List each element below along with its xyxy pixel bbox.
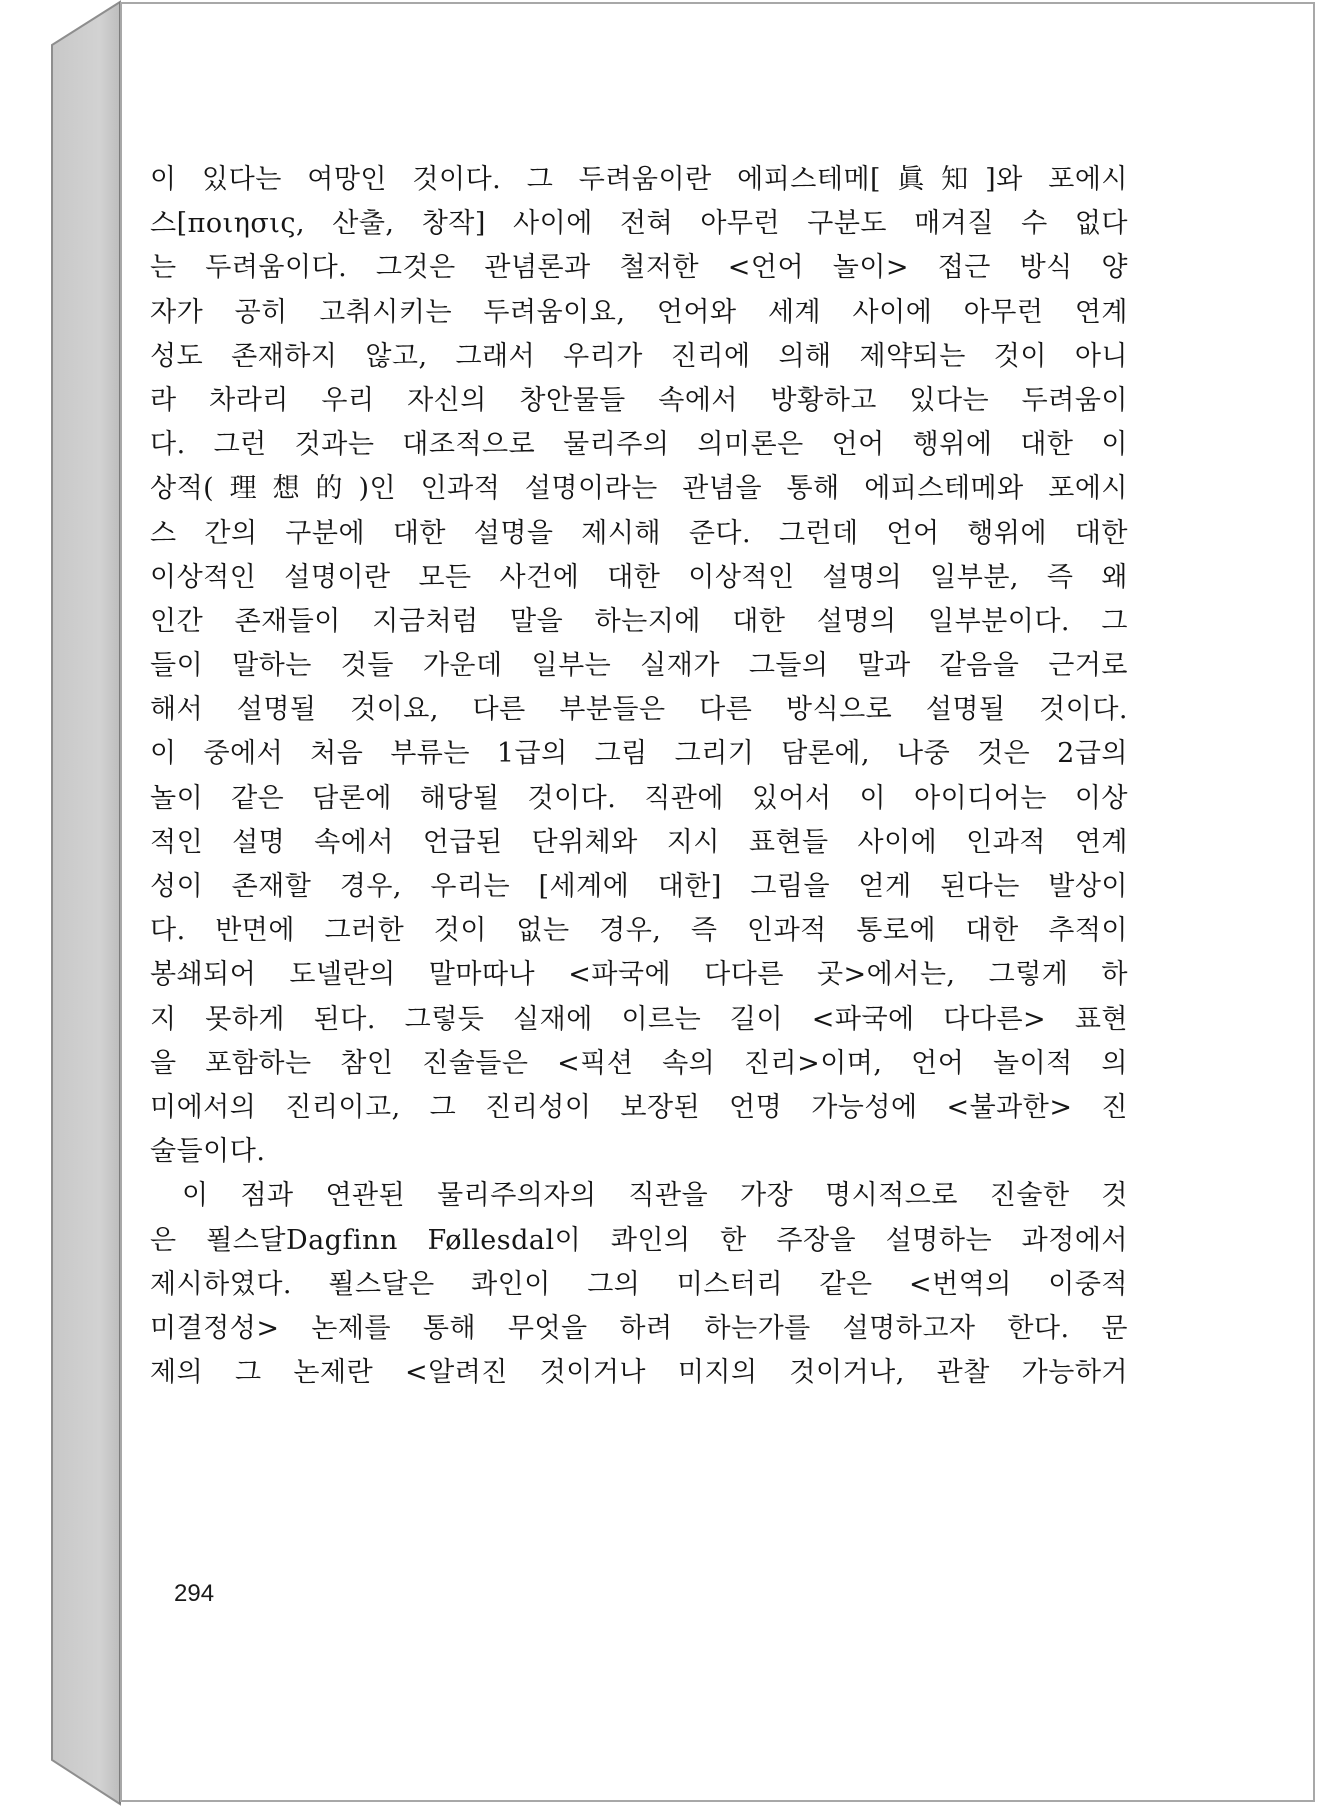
- text-line: 미에서의 진리이고, 그 진리성이 보장된 언명 가능성에 <불과한> 진: [150, 1091, 1128, 1123]
- text-line: 인간 존재들이 지금처럼 말을 하는지에 대한 설명의 일부분이다. 그: [150, 605, 1128, 637]
- text-line: 이 있다는 여망인 것이다. 그 두려움이란 에피스테메[眞知]와 포에시: [150, 164, 1128, 195]
- text-line: 성이 존재할 경우, 우리는 [세계에 대한] 그림을 얻게 된다는 발상이: [150, 871, 1128, 902]
- text-line: 이상적인 설명이란 모든 사건에 대한 이상적인 설명의 일부분, 즉 왜: [150, 561, 1128, 593]
- text-line: 술들이다.: [150, 1136, 266, 1168]
- text-line: 스 간의 구분에 대한 설명을 제시해 준다. 그런데 언어 행위에 대한: [150, 517, 1128, 549]
- text-line: 다. 반면에 그러한 것이 없는 경우, 즉 인과적 통로에 대한 추적이: [150, 915, 1128, 947]
- text-line: 을 포함하는 참인 진술들은 <픽션 속의 진리>이며, 언어 놀이적 의: [150, 1047, 1128, 1079]
- text-line: 지 못하게 된다. 그렇듯 실재에 이르는 길이 <파국에 다다른> 표현: [150, 1003, 1128, 1035]
- text-line: 봉쇄되어 도넬란의 말마따나 <파국에 다다른 곳>에서는, 그렇게 하: [150, 959, 1128, 991]
- text-line: 해서 설명될 것이요, 다른 부분들은 다른 방식으로 설명될 것이다.: [150, 694, 1128, 726]
- text-line: 다. 그런 것과는 대조적으로 물리주의 의미론은 언어 행위에 대한 이: [150, 429, 1128, 461]
- text-line: 은 푈스달Dagfinn Føllesdal이 콰인의 한 주장을 설명하는 과정에서: [150, 1224, 1128, 1256]
- text-line: 는 두려움이다. 그것은 관념론과 철저한 <언어 놀이> 접근 방식 양: [150, 252, 1128, 284]
- text-line: 상적(理想的)인 인과적 설명이라는 관념을 통해 에피스테메와 포에시: [150, 473, 1128, 505]
- text-line: 이 점과 연관된 물리주의자의 직관을 가장 명시적으로 진술한 것: [182, 1180, 1128, 1212]
- text-line: 제의 그 논제란 <알려진 것이거나 미지의 것이거나, 관찰 가능하거: [150, 1357, 1128, 1389]
- text-line: 자가 공히 고취시키는 두려움이요, 언어와 세계 사이에 아무런 연계: [150, 296, 1128, 328]
- text-line: 놀이 같은 담론에 해당될 것이다. 직관에 있어서 이 아이디어는 이상: [150, 782, 1128, 814]
- text-line: 성도 존재하지 않고, 그래서 우리가 진리에 의해 제약되는 것이 아니: [150, 340, 1128, 372]
- text-line: 라 차라리 우리 자신의 창안물들 속에서 방황하고 있다는 두려움이: [150, 384, 1128, 416]
- body-text: [150, 158, 1128, 1395]
- text-line: 이 중에서 처음 부류는 1급의 그림 그리기 담론에, 나중 것은 2급의: [150, 738, 1128, 770]
- text-line: 들이 말하는 것들 가운데 일부는 실재가 그들의 말과 같음을 근거로: [150, 650, 1128, 682]
- text-line: 미결정성> 논제를 통해 무엇을 하려 하는가를 설명하고자 한다. 문: [150, 1312, 1128, 1344]
- text-line: 제시하였다. 푈스달은 콰인이 그의 미스터리 같은 <번역의 이중적: [150, 1268, 1128, 1300]
- page-number: 294: [174, 1580, 215, 1607]
- text-line: 스[ποιησις, 산출, 창작] 사이에 전혀 아무런 구분도 매겨질 수 없다: [150, 208, 1128, 240]
- text-line: 적인 설명 속에서 언급된 단위체와 지시 표현들 사이에 인과적 연계: [150, 826, 1128, 858]
